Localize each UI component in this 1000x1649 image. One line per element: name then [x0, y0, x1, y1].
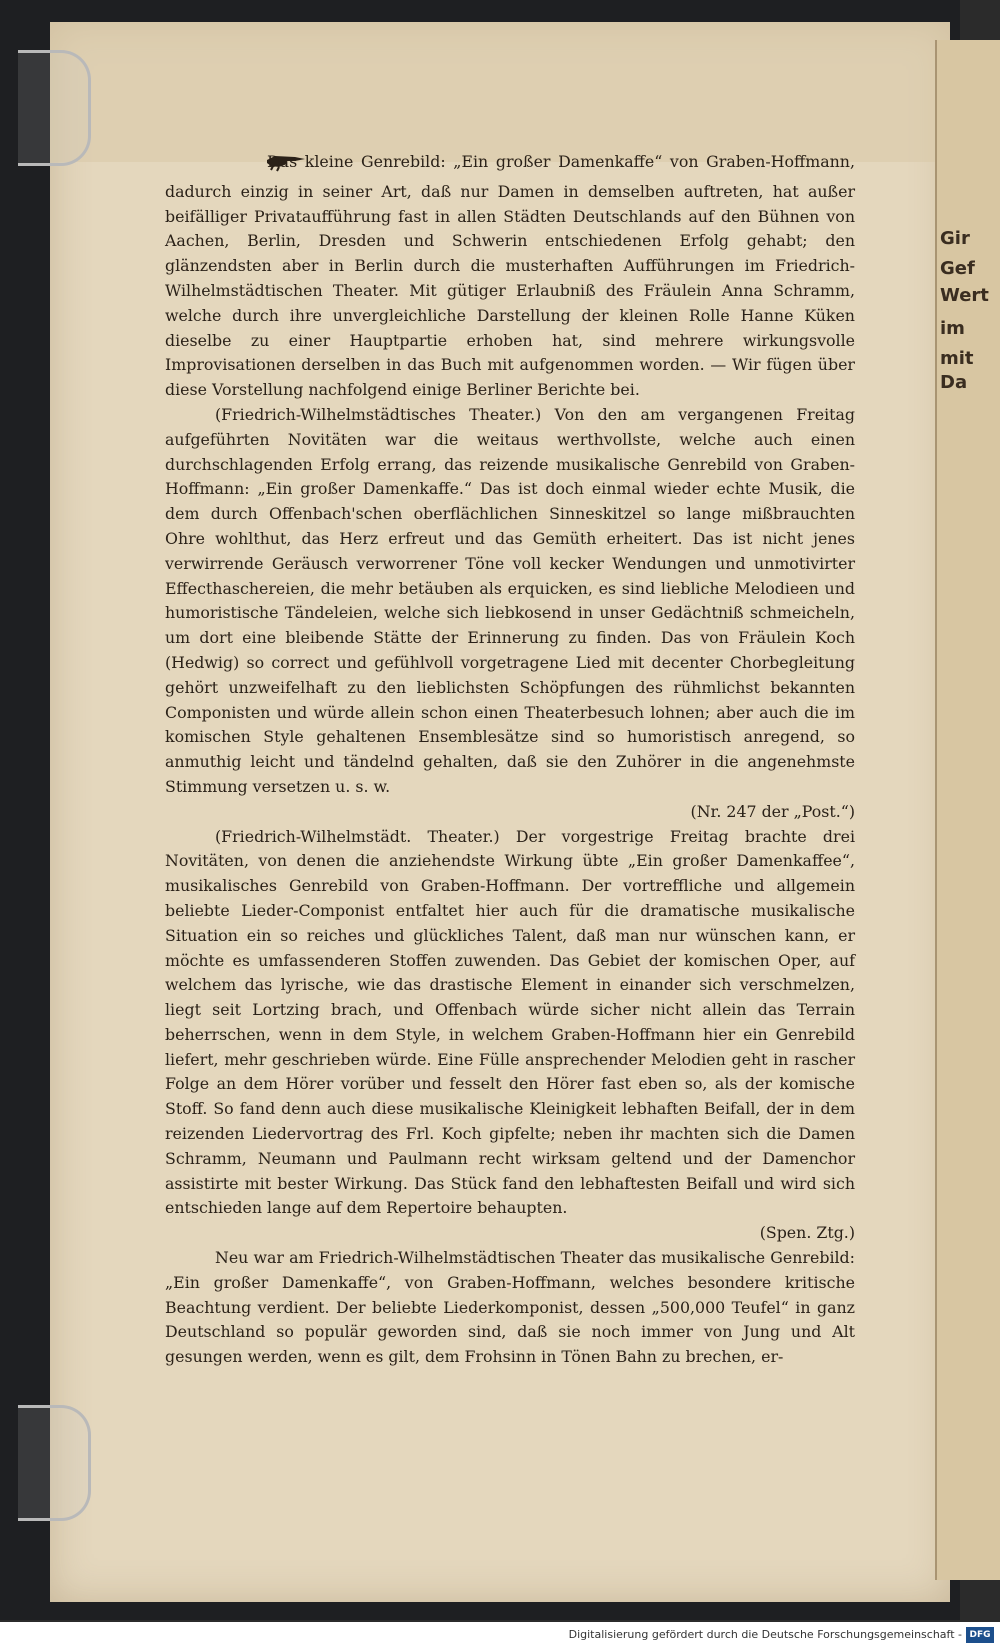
paper-clip-top	[18, 50, 91, 166]
article-body	[165, 150, 855, 1370]
footer-credit: Digitalisierung gefördert durch die Deutsche Forschungsgemeinschaft -	[568, 1628, 962, 1641]
paragraph-report-1: (Friedrich-Wilhelmstädtisches Theater.) Von den am vergangenen Freitag aufgeführten Novitäten war die weitaus werthvollste, welche auch einen durchschlagenden Erfolg errang, das reizende musikalische Genrebild von Graben-Hoffmann: „Ein großer Damenkaffe.“ Das ist doch einmal wieder echte Musik, die dem durch Offenbach'schen oberflächlichen Sinneskitzel so lange mißbrauchten Ohre wohlthut, das Herz erfreut und das Gemüth erheitert. Das ist nicht jenes verwirrende Geräusch verworrener Töne voll kecker Wendungen und unmotivirter Effecthaschereien, die mehr betäuben als erquicken, es sind liebliche Melodieen und humoristische Tändeleien, welche sich liebkosend in unser Gedächtniß schmeicheln, um dort eine bleibende Stätte der Erinnerung zu finden. Das von Fräulein Koch (Hedwig) so correct und gefühlvoll vorgetragene Lied mit decenter Chorbegleitung gehört unzweifelhaft zu den lieblichsten Schöpfungen des rühmlichst bekannten Componisten und würde allein schon einen Theaterbesuch lohnen; aber auch die im komischen Style gehaltenen Ensemblesätze sind so humoristisch anregend, so anmuthig leicht und tändelnd gehalten, daß sie den Zuhörer in die angenehmste Stimmung versetzen u. s. w.	[165, 404, 855, 796]
footer-bar	[0, 1622, 1000, 1649]
paragraph-report-2: (Friedrich-Wilhelmstädt. Theater.) Der vorgestrige Freitag brachte drei Novitäten, von denen die anziehendste Wirkung übte „Ein großer Damenkaffee“, musikalisches Genrebild von Graben-Hoffmann. Der vortreffliche und allgemein beliebte Lieder-Componist entfaltet hier auch für die dramatische musikalische Situation ein so reiches und glückliches Talent, daß man nur wünschen kann, er möchte es umfassenderen Stoffen zuwenden. Das Gebiet der komischen Oper, auf welchem das lyrische, wie das drastische Element in einander sich verschmelzen, liegt seit Lortzing brach, und Offenbach würde sicher nicht allein das Terrain beherrschen, wenn in dem Style, in welchem Graben-Hoffmann hier ein Genrebild liefert, mehr geschrieben würde. Eine Fülle ansprechender Melodien geht in rascher Folge an dem Hörer vorüber und fesselt den Hörer fast eben so, als der komische Stoff. So fand denn auch diese musikalische Kleinigkeit lebhaften Beifall, der in dem reizenden Liedervortrag des Frl. Koch gipfelte; neben ihr machten sich die Damen Schramm, Neumann und Paulmann recht wirksam geltend und der Damenchor assistirte mit bester Wirkung. Das Stück fand den lebhaftesten Beifall und wird sich entschieden lange auf dem Repertoire behaupten.	[165, 826, 855, 1218]
margin-fragment: Wert	[940, 285, 989, 306]
paragraph-intro	[165, 150, 855, 403]
margin-fragment: im	[940, 318, 965, 339]
source-citation-spener: (Spen. Ztg.)	[759, 1223, 855, 1243]
source-citation-post: (Nr. 247 der „Post.“)	[690, 801, 855, 821]
paragraph-report-3: Neu war am Friedrich-Wilhelmstädtischen Theater das musikalische Genrebild: „Ein großer Damenkaffe“, von Graben-Hoffmann, welches besondere kritische Beachtung verdient. Der beliebte Liederkomponist, dessen „500,000 Teufel“ in ganz Deutschland so populär geworden sind, daß sie noch immer von Jung und Alt gesungen werden, wenn es gilt, dem Frohsinn in Tönen Bahn zu brechen, er-	[165, 1248, 855, 1367]
margin-fragment: Gir	[940, 228, 970, 249]
paragraph-text: Das kleine Genrebild: „Ein großer Damenkaffe“ von Graben-Hoffmann, dadurch einzig in seiner Art, daß nur Damen in demselben auftreten, hat außer beifälliger Privataufführung fast in allen Städten Deutschlands auf den Bühnen von Aachen, Berlin, Dresden und Schwerin entschiedenen Erfolg gehabt; den glänzendsten aber in Berlin durch die musterhaften Aufführungen im Friedrich-Wilhelmstädtischen Theater. Mit gütiger Erlaubniß des Fräulein Anna Schramm, welche durch ihre unvergleichliche Darstellung der kleinen Rolle Hanne Küken dieselbe zu einer Hauptpartie erhoben hat, sind mehrere wirkungsvolle Improvisationen derselben in das Buch mit aufgenommen worden. — Wir fügen über diese Vorstellung nachfolgend einige Berliner Berichte bei.	[165, 152, 855, 400]
page-top-strip	[50, 22, 950, 162]
margin-fragment: Gef	[940, 258, 975, 279]
paper-clip-bottom	[18, 1405, 91, 1521]
margin-fragment: mit	[940, 348, 974, 369]
pointing-hand-icon	[215, 152, 259, 180]
dfg-logo: DFG	[966, 1627, 994, 1643]
margin-fragment: Da	[940, 372, 968, 393]
